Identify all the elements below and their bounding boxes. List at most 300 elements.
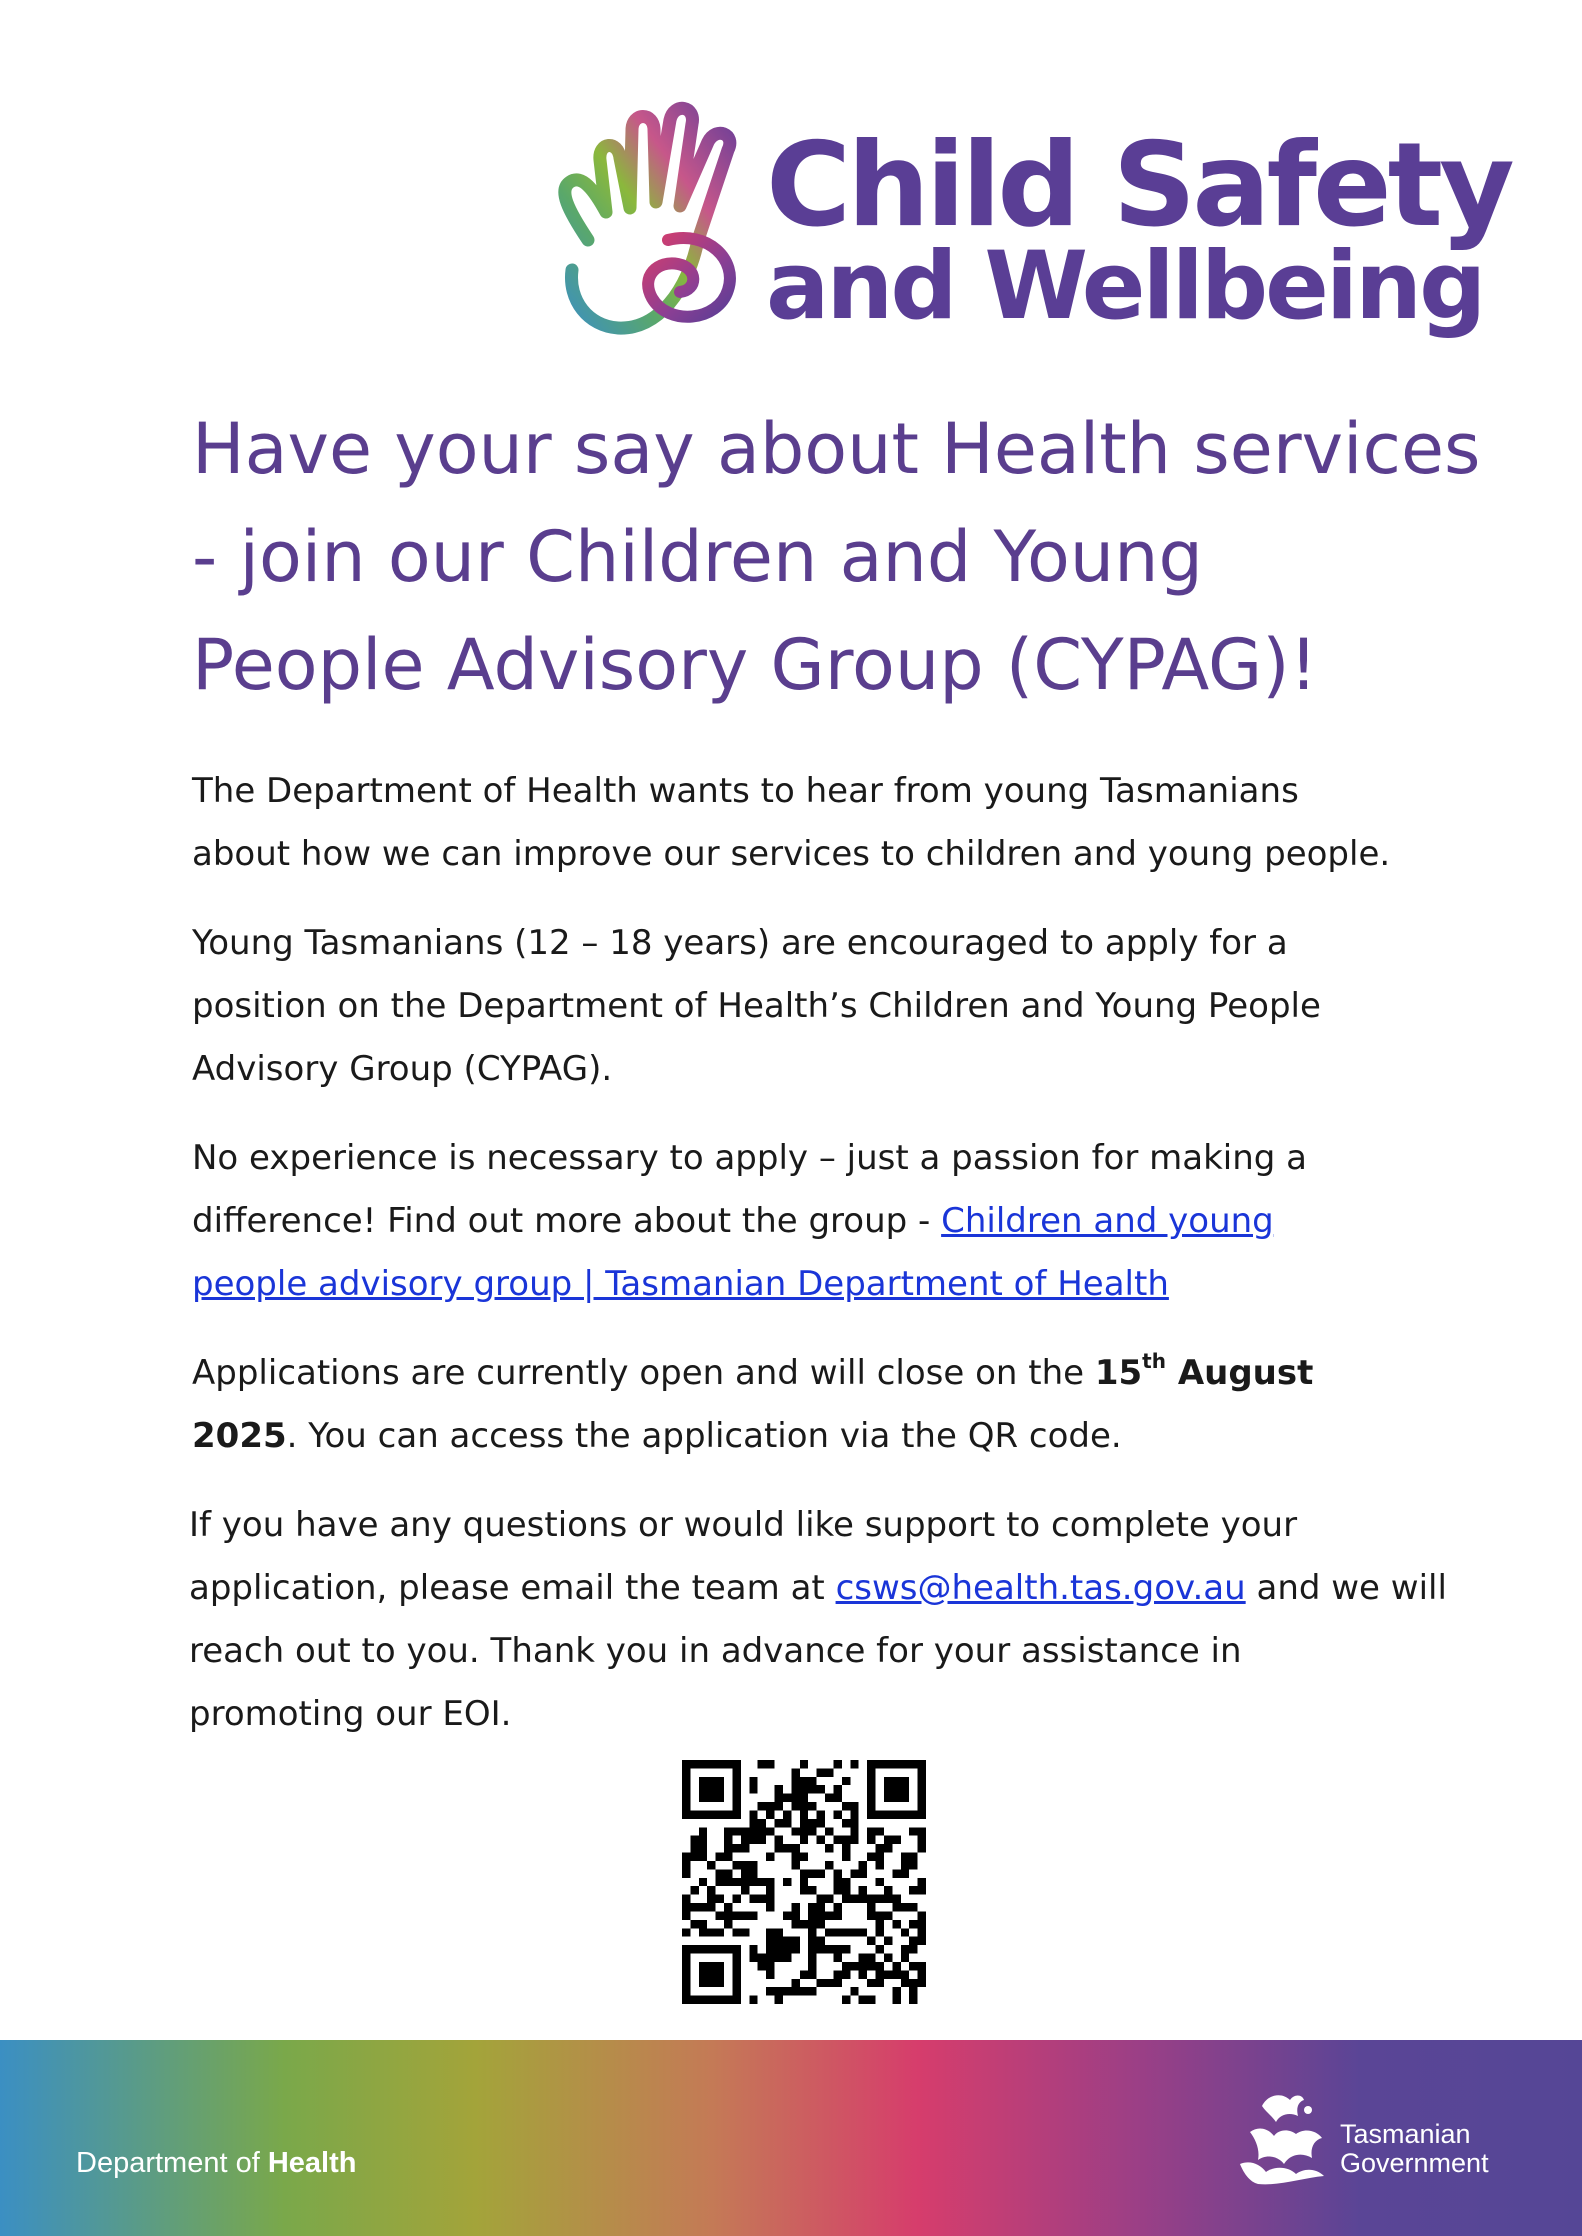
qr-module [699,1827,707,1835]
qr-module [707,1903,715,1911]
qr-module [867,1911,875,1919]
dept-bold: Health [267,2147,357,2179]
qr-module [909,1903,917,1911]
qr-module [732,1954,740,1962]
qr-module [800,1827,808,1835]
qr-module [707,1760,715,1768]
qr-module [775,1794,783,1802]
qr-module [918,1878,926,1886]
qr-module [850,1802,858,1810]
qr-module [766,1928,774,1936]
qr-module [918,1768,926,1776]
qr-module [690,1886,698,1894]
email-link[interactable]: csws@health.tas.gov.au [835,1568,1246,1608]
qr-module [876,1962,884,1970]
eligibility-line3: Advisory Group (CYPAG). [192,1049,613,1089]
qr-module [766,1945,774,1953]
qr-module [732,1768,740,1776]
qr-module [716,1785,724,1793]
qr-module [833,1903,841,1911]
qr-module [716,1970,724,1978]
qr-module [800,1760,808,1768]
qr-module [876,1911,884,1919]
qr-module [909,1760,917,1768]
logo-title-line1: Child Safety [766,118,1511,253]
qr-module [808,1937,816,1945]
qr-module [833,1785,841,1793]
qr-module [918,1802,926,1810]
qr-module [918,1962,926,1970]
qr-module [724,1945,732,1953]
qr-module [800,1886,808,1894]
qr-module [825,1768,833,1776]
qr-module [800,1987,808,1995]
qr-code-icon[interactable] [682,1760,926,2004]
qr-module [682,1987,690,1995]
qr-module [808,1920,816,1928]
qr-module [749,1895,757,1903]
qr-module [842,1970,850,1978]
qr-module [741,1827,749,1835]
footer-banner [0,2040,1582,2236]
qr-module [791,1768,799,1776]
qr-module [901,1794,909,1802]
qr-module [850,1819,858,1827]
qr-module [707,1945,715,1953]
qr-module [901,1945,909,1953]
qr-module [716,1853,724,1861]
qr-module [783,1819,791,1827]
qr-module [741,1928,749,1936]
qr-module [892,1996,900,2004]
child-safety-logo [548,90,1511,360]
qr-module [909,1810,917,1818]
qr-module [892,1836,900,1844]
qr-module [867,1954,875,1962]
qr-module [817,1895,825,1903]
qr-module [682,1777,690,1785]
qr-module [833,1878,841,1886]
qr-module [884,1777,892,1785]
qr-module [707,1810,715,1818]
qr-module [775,1996,783,2004]
qr-module [716,1911,724,1919]
qr-module [749,1827,757,1835]
qr-module [775,1937,783,1945]
qr-module [732,1895,740,1903]
qr-module [901,1954,909,1962]
qr-module [876,1945,884,1953]
qr-module [690,1903,698,1911]
qr-module [783,1810,791,1818]
qr-module [699,1970,707,1978]
contact-line1: If you have any questions or would like support to complete your [189,1505,1298,1545]
qr-module [791,1861,799,1869]
qr-module [732,1760,740,1768]
qr-module [918,1836,926,1844]
qr-module [808,1819,816,1827]
qr-module [716,1760,724,1768]
qr-module [901,1970,909,1978]
qr-module [724,1836,732,1844]
qr-module [766,1810,774,1818]
qr-module [825,1794,833,1802]
qr-module [724,1920,732,1928]
qr-module [707,1886,715,1894]
qr-module [842,1819,850,1827]
qr-module [918,1760,926,1768]
qr-module [682,1962,690,1970]
qr-module [892,1903,900,1911]
qr-module [724,1878,732,1886]
qr-module [800,1785,808,1793]
qr-module [876,1970,884,1978]
qr-module [884,1895,892,1903]
qr-module [876,1827,884,1835]
qr-module [724,1810,732,1818]
qr-module [707,1777,715,1785]
qr-module [842,1853,850,1861]
qr-module [918,1937,926,1945]
qr-module [808,1987,816,1995]
qr-module [867,1760,875,1768]
qr-module [724,1853,732,1861]
qr-module [732,1802,740,1810]
qr-module [766,1895,774,1903]
experience-line1: No experience is necessary to apply – just a passion for making a [192,1138,1307,1178]
qr-module [884,1836,892,1844]
qr-module [850,1836,858,1844]
qr-module [825,1844,833,1852]
qr-module [699,1760,707,1768]
qr-module [732,1794,740,1802]
qr-module [699,1979,707,1987]
qr-module [699,1853,707,1861]
qr-module [783,1844,791,1852]
qr-module [892,1962,900,1970]
qr-module [724,1911,732,1919]
qr-module [699,1928,707,1936]
experience-line2 [192,1190,1392,1253]
qr-module [867,1794,875,1802]
qr-module [842,1886,850,1894]
qr-module [732,1962,740,1970]
qr-module [766,1827,774,1835]
qr-module [732,1945,740,1953]
qr-module [775,1945,783,1953]
qr-module [716,1996,724,2004]
qr-module [850,1987,858,1995]
qr-module [749,1810,757,1818]
qr-module [732,1827,740,1835]
qr-module [766,1853,774,1861]
qr-module [918,1777,926,1785]
qr-module [909,1827,917,1835]
qr-module [842,1878,850,1886]
qr-module [741,1886,749,1894]
qr-module [892,1810,900,1818]
qr-module [800,1777,808,1785]
qr-module [909,1996,917,2004]
advisory-group-link-part1[interactable]: Children and young [941,1201,1274,1241]
title-line3: People Advisory Group (CYPAG)! [192,624,1318,706]
qr-module [909,1920,917,1928]
close-date-day: 15 [1094,1353,1143,1393]
qr-module [876,1920,884,1928]
qr-module [825,1911,833,1919]
qr-module [833,1954,841,1962]
qr-module [766,1802,774,1810]
qr-module [833,1928,841,1936]
qr-module [867,1768,875,1776]
qr-module [892,1970,900,1978]
qr-module [749,1777,757,1785]
qr-module [716,1979,724,1987]
qr-module [775,1785,783,1793]
qr-module [766,1954,774,1962]
qr-module [699,1996,707,2004]
qr-module [825,1928,833,1936]
qr-module [716,1928,724,1936]
qr-module [876,1861,884,1869]
qr-module [699,1777,707,1785]
qr-module [707,1979,715,1987]
qr-module [699,1810,707,1818]
qr-module [741,1844,749,1852]
qr-module [699,1878,707,1886]
qr-module [800,1920,808,1928]
qr-module [783,1937,791,1945]
qr-module [859,1928,867,1936]
qr-module [749,1785,757,1793]
qr-module [909,1937,917,1945]
qr-module [859,1954,867,1962]
qr-module [850,1869,858,1877]
qr-module [766,1878,774,1886]
qr-module [758,1878,766,1886]
qr-module [766,1760,774,1768]
qr-module [808,1777,816,1785]
close-date-year: 2025 [192,1416,287,1456]
qr-module [825,1861,833,1869]
qr-module [918,1886,926,1894]
qr-module [758,1760,766,1768]
qr-module [876,1760,884,1768]
qr-module [699,1903,707,1911]
qr-module [791,1945,799,1953]
qr-module [741,1836,749,1844]
qr-module [901,1979,909,1987]
qr-module [707,1970,715,1978]
qr-module [884,1954,892,1962]
qr-module [850,1928,858,1936]
qr-module [817,1819,825,1827]
qr-module [867,1785,875,1793]
qr-module [833,1869,841,1877]
qr-module [867,1810,875,1818]
qr-module [884,1970,892,1978]
qr-module [690,1760,698,1768]
dept-prefix: Department of [76,2147,268,2179]
qr-module [918,1785,926,1793]
intro-paragraph [192,760,1392,886]
qr-module [707,1962,715,1970]
qr-module [817,1869,825,1877]
qr-module [825,1945,833,1953]
gov-line1: Tasmanian [1340,2119,1471,2149]
qr-module [690,1945,698,1953]
qr-module [800,1869,808,1877]
qr-module [842,1945,850,1953]
contact-line2-prefix: application, please email the team at [189,1568,836,1608]
qr-module [758,1827,766,1835]
qr-module [724,1903,732,1911]
qr-module [682,1970,690,1978]
qr-module [901,1760,909,1768]
qr-module [682,1954,690,1962]
qr-module [884,1810,892,1818]
qr-module [817,1903,825,1911]
qr-module [884,1794,892,1802]
qr-module [833,1945,841,1953]
qr-module [808,1962,816,1970]
qr-module [884,1760,892,1768]
qr-module [716,1810,724,1818]
qr-module [842,1895,850,1903]
qr-module [808,1785,816,1793]
body-text [189,760,1447,1772]
qr-module [766,1903,774,1911]
qr-module [909,1987,917,1995]
qr-module [791,1785,799,1793]
qr-module [791,1777,799,1785]
qr-module [901,1869,909,1877]
qr-module [876,1810,884,1818]
qr-module [749,1996,757,2004]
qr-module [842,1928,850,1936]
qr-module [901,1777,909,1785]
qr-module [909,1886,917,1894]
qr-module [808,1802,816,1810]
qr-module [884,1844,892,1852]
qr-module [766,1937,774,1945]
qr-module [732,1844,740,1852]
qr-module [808,1869,816,1877]
qr-module [867,1853,875,1861]
qr-module [800,1878,808,1886]
qr-module [732,1861,740,1869]
qr-module [833,1911,841,1919]
qr-module [825,1979,833,1987]
qr-module [876,1928,884,1936]
qr-module [918,1970,926,1978]
qr-module [682,1794,690,1802]
qr-module [825,1827,833,1835]
qr-module [850,1827,858,1835]
qr-module [876,1878,884,1886]
qr-module [808,1827,816,1835]
qr-module [724,1996,732,2004]
advisory-group-link-part2[interactable]: people advisory group | Tasmanian Department of Health [192,1264,1169,1304]
qr-module [716,1962,724,1970]
qr-module [808,1970,816,1978]
qr-module [783,1945,791,1953]
qr-module [833,1810,841,1818]
qr-module [867,1777,875,1785]
qr-module [741,1911,749,1919]
qr-module [817,1911,825,1919]
qr-module [867,1962,875,1970]
qr-module [707,1785,715,1793]
qr-module [732,1970,740,1978]
qr-module [884,1785,892,1793]
qr-module [867,1903,875,1911]
qr-module [918,1810,926,1818]
qr-module [716,1794,724,1802]
qr-module [716,1777,724,1785]
qr-module [833,1979,841,1987]
qr-module [909,1962,917,1970]
qr-module [901,1903,909,1911]
qr-module [732,1996,740,2004]
qr-module [892,1794,900,1802]
qr-module [766,1987,774,1995]
qr-module [707,1794,715,1802]
qr-module [817,1937,825,1945]
qr-module [682,1810,690,1818]
qr-module [791,1794,799,1802]
eligibility-line1: Young Tasmanians (12 – 18 years) are encouraged to apply for a [192,923,1288,963]
qr-module [808,1886,816,1894]
qr-module [749,1836,757,1844]
qr-module [699,1794,707,1802]
qr-module [749,1878,757,1886]
qr-module [682,1869,690,1877]
tasmanian-government-text [1340,2120,1530,2178]
qr-module [775,1928,783,1936]
qr-module [758,1954,766,1962]
qr-module [800,1970,808,1978]
qr-module [909,1979,917,1987]
qr-module [758,1819,766,1827]
qr-module [775,1802,783,1810]
qr-module [800,1802,808,1810]
qr-module [682,1911,690,1919]
qr-module [707,1861,715,1869]
qr-module [682,1903,690,1911]
qr-module [682,1996,690,2004]
qr-module [918,1794,926,1802]
qr-module [732,1810,740,1818]
qr-module [867,1827,875,1835]
qr-module [842,1836,850,1844]
qr-module [850,1962,858,1970]
qr-module [808,1903,816,1911]
qr-module [808,1911,816,1919]
qr-module [808,1954,816,1962]
qr-module [842,1844,850,1852]
qr-module [758,1836,766,1844]
qr-module [775,1987,783,1995]
qr-module [783,1911,791,1919]
qr-module [867,1836,875,1844]
qr-module [716,1945,724,1953]
qr-module [758,1895,766,1903]
qr-module [690,1996,698,2004]
qr-module [817,1810,825,1818]
qr-module [741,1869,749,1877]
contact-line2-suffix: and we will [1245,1568,1447,1608]
